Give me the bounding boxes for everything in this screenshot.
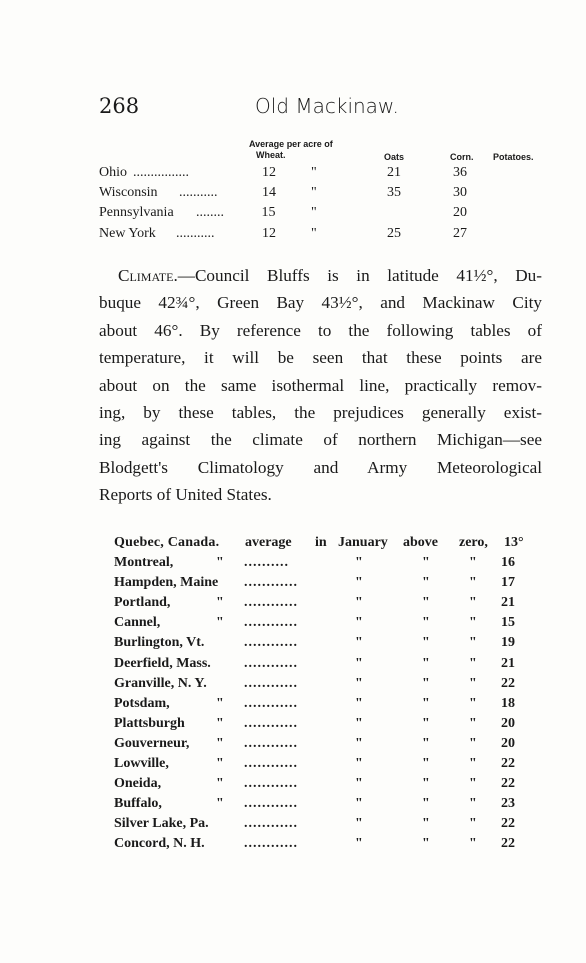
ditto-mark: "	[469, 836, 477, 852]
temperature-value: 17	[501, 575, 515, 591]
ditto-mark: "	[216, 735, 224, 751]
paragraph-line: about on the same isothermal line, practically remov-	[99, 375, 542, 395]
ditto-mark: "	[355, 776, 363, 792]
crop-row	[99, 185, 549, 205]
ditto-mark: "	[422, 816, 430, 832]
crop-col-potatoes: Potatoes.	[493, 152, 534, 162]
crop-state: Wisconsin	[99, 185, 158, 200]
place-name: Lowville,	[114, 756, 169, 771]
ditto-mark: "	[422, 735, 430, 751]
header-word: average	[245, 535, 292, 550]
place-name: Buffalo,	[114, 796, 162, 812]
place-name: Deerfield, Mass.	[114, 655, 211, 671]
leader-dots: ............	[244, 615, 298, 631]
ditto-mark: "	[469, 695, 477, 711]
ditto-mark: "	[469, 796, 477, 812]
ditto-mark: "	[422, 575, 430, 591]
header-word: above	[403, 535, 438, 550]
crop-leader: ................	[133, 165, 189, 180]
ditto-mark: "	[469, 776, 477, 792]
temperature-row	[114, 836, 524, 856]
ditto-mark: "	[355, 816, 363, 832]
place-name: Montreal,	[114, 555, 174, 570]
leader-dots: ............	[244, 675, 298, 691]
leader-dots: ............	[244, 735, 298, 751]
ditto-mark: "	[469, 555, 477, 570]
crop-wheat: 12	[262, 226, 276, 241]
crop-wheat: 12	[262, 165, 276, 180]
ditto-mark: "	[355, 595, 363, 611]
leader-dots: ............	[244, 715, 298, 731]
ditto-mark: "	[422, 836, 430, 852]
crop-table-heading: Average per acre of	[249, 139, 333, 149]
ditto-mark: "	[422, 695, 430, 711]
ditto-mark: "	[422, 756, 430, 771]
leader-dots: ..........	[244, 555, 289, 570]
crop-oats: 35	[387, 185, 401, 200]
header-word: zero,	[459, 535, 488, 550]
leader-dots: ............	[244, 756, 298, 771]
leader-dots: ............	[244, 635, 298, 651]
crop-state: New York	[99, 226, 156, 241]
temperature-row	[114, 696, 524, 716]
leader-dots: ............	[244, 655, 298, 671]
ditto-mark: "	[355, 615, 363, 631]
temperature-row	[114, 555, 524, 575]
crop-ditto: "	[311, 185, 317, 200]
temperature-value: 22	[501, 836, 515, 852]
ditto-mark: "	[422, 675, 430, 691]
temperature-row	[114, 575, 524, 595]
ditto-mark: "	[355, 756, 363, 771]
crop-ditto: "	[311, 226, 317, 241]
ditto-mark: "	[469, 816, 477, 832]
ditto-mark: "	[422, 776, 430, 792]
ditto-mark: "	[355, 555, 363, 570]
temperature-row	[114, 595, 524, 615]
temperature-value: 21	[501, 655, 515, 671]
place-name: Burlington, Vt.	[114, 635, 205, 651]
running-title: Old Mackinaw.	[255, 94, 399, 118]
temperature-value: 22	[501, 675, 515, 691]
crop-oats: 25	[387, 226, 401, 241]
ditto-mark: "	[422, 796, 430, 812]
ditto-mark: "	[216, 796, 224, 812]
temperature-value: 16	[501, 555, 515, 570]
crop-col-wheat: Wheat.	[256, 150, 286, 160]
page-header	[99, 94, 539, 120]
crop-row	[99, 205, 549, 225]
ditto-mark: "	[469, 635, 477, 651]
crop-col-oats: Oats	[384, 152, 405, 162]
temperature-row	[114, 656, 524, 676]
temperature-row	[114, 796, 524, 816]
crop-state: Ohio	[99, 165, 127, 180]
temperature-value: 19	[501, 635, 515, 651]
crop-wheat: 14	[262, 185, 276, 200]
place-name: Plattsburgh	[114, 715, 185, 731]
ditto-mark: "	[469, 735, 477, 751]
leader-dots: ............	[244, 695, 298, 711]
ditto-mark: "	[216, 715, 224, 731]
temperature-row	[114, 535, 524, 555]
ditto-mark: "	[216, 756, 224, 771]
paragraph-line: ing against the climate of northern Michigan—see	[99, 430, 542, 450]
ditto-mark: "	[216, 615, 224, 631]
leader-dots: ............	[244, 836, 298, 852]
crop-corn: 27	[453, 226, 467, 241]
ditto-mark: "	[422, 635, 430, 651]
crop-leader: ...........	[176, 226, 215, 241]
temperature-value: 13°	[504, 535, 524, 550]
place-name: Oneida,	[114, 776, 162, 792]
temperature-value: 18	[501, 695, 515, 711]
place-name: Gouverneur,	[114, 735, 190, 751]
climate-lead: Climate.	[118, 266, 178, 285]
ditto-mark: "	[469, 615, 477, 631]
ditto-mark: "	[422, 615, 430, 631]
crop-ditto: "	[311, 165, 317, 180]
page-number: 268	[99, 94, 140, 118]
place-name: Granville, N. Y.	[114, 675, 207, 691]
paragraph-line: ing, by these tables, the prejudices generally exist-	[99, 402, 542, 422]
ditto-mark: "	[216, 695, 224, 711]
ditto-mark: "	[355, 675, 363, 691]
place-name: Hampden, Maine	[114, 575, 219, 591]
paragraph-line: temperature, it will be seen that these points are	[99, 348, 542, 368]
ditto-mark: "	[422, 555, 430, 570]
temperature-row	[114, 635, 524, 655]
temperature-row	[114, 756, 524, 776]
temperature-row	[114, 615, 524, 635]
crop-ditto: "	[311, 205, 317, 220]
crop-oats: 21	[387, 165, 401, 180]
place-name: Concord, N. H.	[114, 836, 205, 852]
paragraph-line-text: —Council Bluffs is in latitude 41½°, Du-	[177, 266, 542, 285]
temperature-value: 22	[501, 756, 515, 771]
ditto-mark: "	[469, 575, 477, 591]
ditto-mark: "	[355, 695, 363, 711]
leader-dots: ............	[244, 796, 298, 812]
ditto-mark: "	[422, 655, 430, 671]
leader-dots: ............	[244, 816, 298, 832]
place-name: Silver Lake, Pa.	[114, 816, 209, 832]
place-name: Quebec, Canada.	[114, 535, 220, 550]
crop-leader: ...........	[179, 185, 218, 200]
crop-row	[99, 226, 549, 246]
temperature-value: 20	[501, 715, 515, 731]
temperature-value: 22	[501, 816, 515, 832]
climate-paragraph	[99, 262, 542, 509]
paragraph-line: about 46°. By reference to the following tables of	[99, 320, 542, 340]
place-name: Cannel,	[114, 615, 161, 631]
crop-col-corn: Corn.	[450, 152, 474, 162]
ditto-mark: "	[216, 776, 224, 792]
ditto-mark: "	[355, 836, 363, 852]
header-word: January	[338, 535, 388, 550]
paragraph-line	[99, 262, 542, 289]
ditto-mark: "	[422, 715, 430, 731]
ditto-mark: "	[355, 655, 363, 671]
paragraph-line: Blodgett's Climatology and Army Meteorological	[99, 457, 542, 477]
crop-row	[99, 165, 549, 185]
ditto-mark: "	[355, 715, 363, 731]
ditto-mark: "	[422, 595, 430, 611]
ditto-mark: "	[469, 655, 477, 671]
temperature-value: 22	[501, 776, 515, 792]
crop-state: Pennsylvania	[99, 205, 174, 220]
temperature-row	[114, 676, 524, 696]
leader-dots: ............	[244, 595, 298, 611]
temperature-row	[114, 736, 524, 756]
place-name: Potsdam,	[114, 695, 170, 711]
ditto-mark: "	[469, 715, 477, 731]
temperature-row	[114, 776, 524, 796]
temperature-row	[114, 716, 524, 736]
header-word: in	[315, 535, 327, 550]
leader-dots: ............	[244, 776, 298, 792]
crop-wheat: 15	[258, 205, 276, 220]
ditto-mark: "	[469, 595, 477, 611]
ditto-mark: "	[355, 735, 363, 751]
ditto-mark: "	[216, 555, 224, 570]
temperature-value: 20	[501, 735, 515, 751]
crop-corn: 20	[453, 205, 467, 220]
ditto-mark: "	[216, 595, 224, 611]
paragraph-line: Reports of United States.	[99, 485, 272, 505]
temperature-row	[114, 816, 524, 836]
leader-dots: ............	[244, 575, 298, 591]
crop-leader: ........	[196, 205, 224, 220]
ditto-mark: "	[355, 635, 363, 651]
ditto-mark: "	[355, 575, 363, 591]
crop-corn: 36	[453, 165, 467, 180]
ditto-mark: "	[469, 675, 477, 691]
ditto-mark: "	[469, 756, 477, 771]
place-name: Portland,	[114, 595, 171, 611]
crop-corn: 30	[453, 185, 467, 200]
temperature-value: 21	[501, 595, 515, 611]
temperature-value: 23	[501, 796, 515, 812]
paragraph-line: buque 42¾°, Green Bay 43½°, and Mackinaw City	[99, 293, 542, 313]
ditto-mark: "	[355, 796, 363, 812]
temperature-value: 15	[501, 615, 515, 631]
